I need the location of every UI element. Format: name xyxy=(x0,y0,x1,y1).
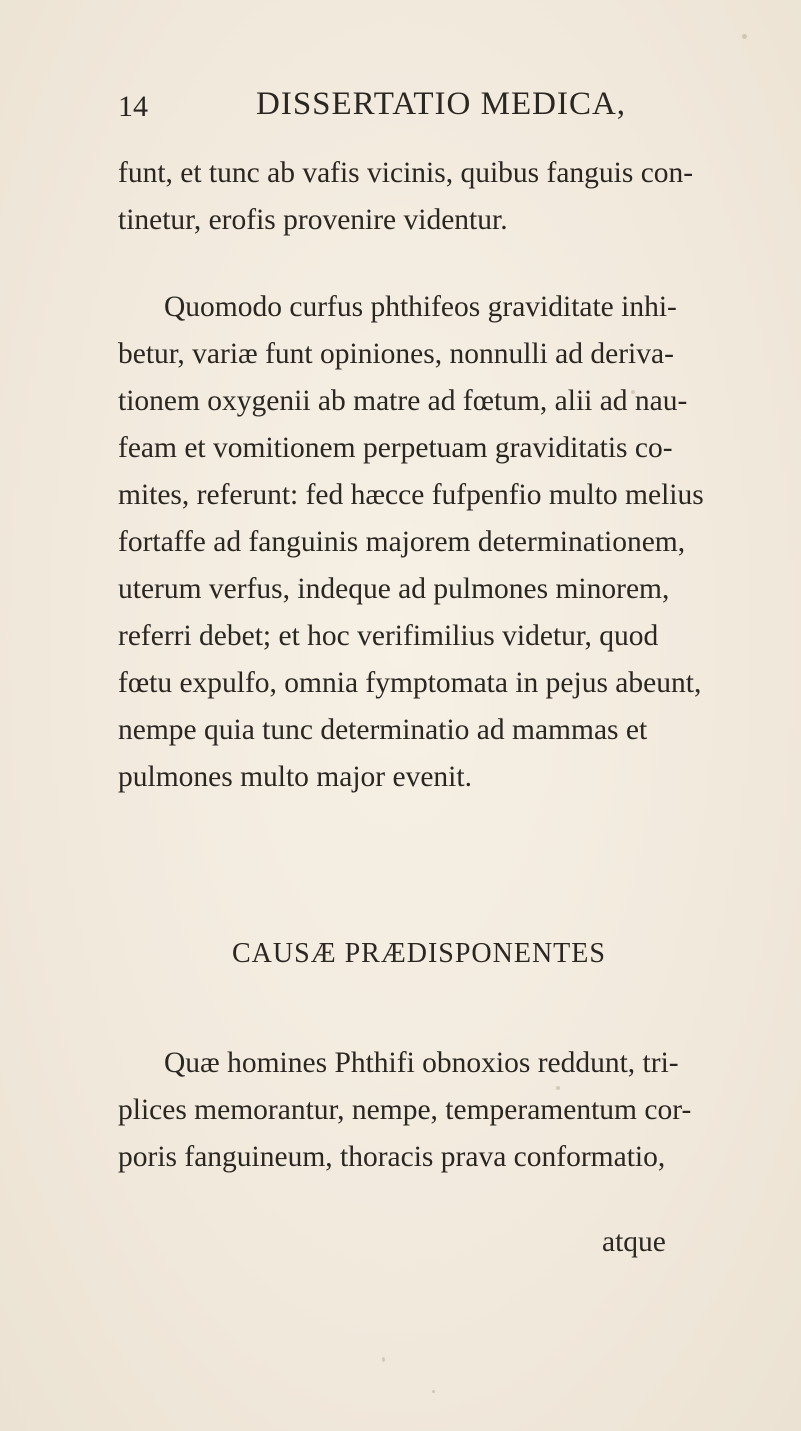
paragraph-1 xyxy=(118,150,718,244)
text-line: uterum verfus, indeque ad pulmones minorem, xyxy=(118,573,670,605)
text-line: fœtu expulfo, omnia fymptomata in pejus abeunt, xyxy=(118,667,702,699)
text-line: plices memorantur, nempe, temperamentum cor- xyxy=(118,1094,692,1126)
text-line: betur, variæ funt opiniones, nonnulli ad deriva- xyxy=(118,338,674,370)
paragraph-2 xyxy=(118,284,718,801)
text-line: poris fanguineum, thoracis prava conformatio, xyxy=(118,1141,666,1173)
text-line: tinetur, erofis provenire videntur. xyxy=(118,204,508,236)
text-line: fortaffe ad fanguinis majorem determinationem, xyxy=(118,526,686,558)
text-line: nempe quia tunc determinatio ad mammas et xyxy=(118,714,648,746)
paragraph-3 xyxy=(118,1040,718,1181)
text-line: mites, referunt: fed hæcce fufpenfio multo melius xyxy=(118,479,704,511)
running-title: DISSERTATIO MEDICA, xyxy=(256,86,627,122)
text-line: Quomodo curfus phthifeos graviditate inhi- xyxy=(164,291,677,323)
text-line: pulmones multo major evenit. xyxy=(118,761,472,793)
paper-speck xyxy=(432,1390,435,1393)
paper-speck xyxy=(382,1357,385,1362)
catchword: atque xyxy=(602,1226,666,1258)
page-number: 14 xyxy=(118,90,148,123)
section-heading: CAUSÆ PRÆDISPONENTES xyxy=(232,938,606,969)
paper-speck xyxy=(742,34,747,39)
page-header xyxy=(118,86,738,130)
text-line: referri debet; et hoc verifimilius videtur, quod xyxy=(118,620,659,652)
text-line: feam et vomitionem perpetuam graviditatis co- xyxy=(118,432,673,464)
text-line: tionem oxygenii ab matre ad fœtum, alii ad nau- xyxy=(118,385,688,417)
text-line: Quæ homines Phthifi obnoxios reddunt, tri- xyxy=(164,1047,679,1079)
text-line: funt, et tunc ab vafis vicinis, quibus fanguis con- xyxy=(118,157,694,189)
